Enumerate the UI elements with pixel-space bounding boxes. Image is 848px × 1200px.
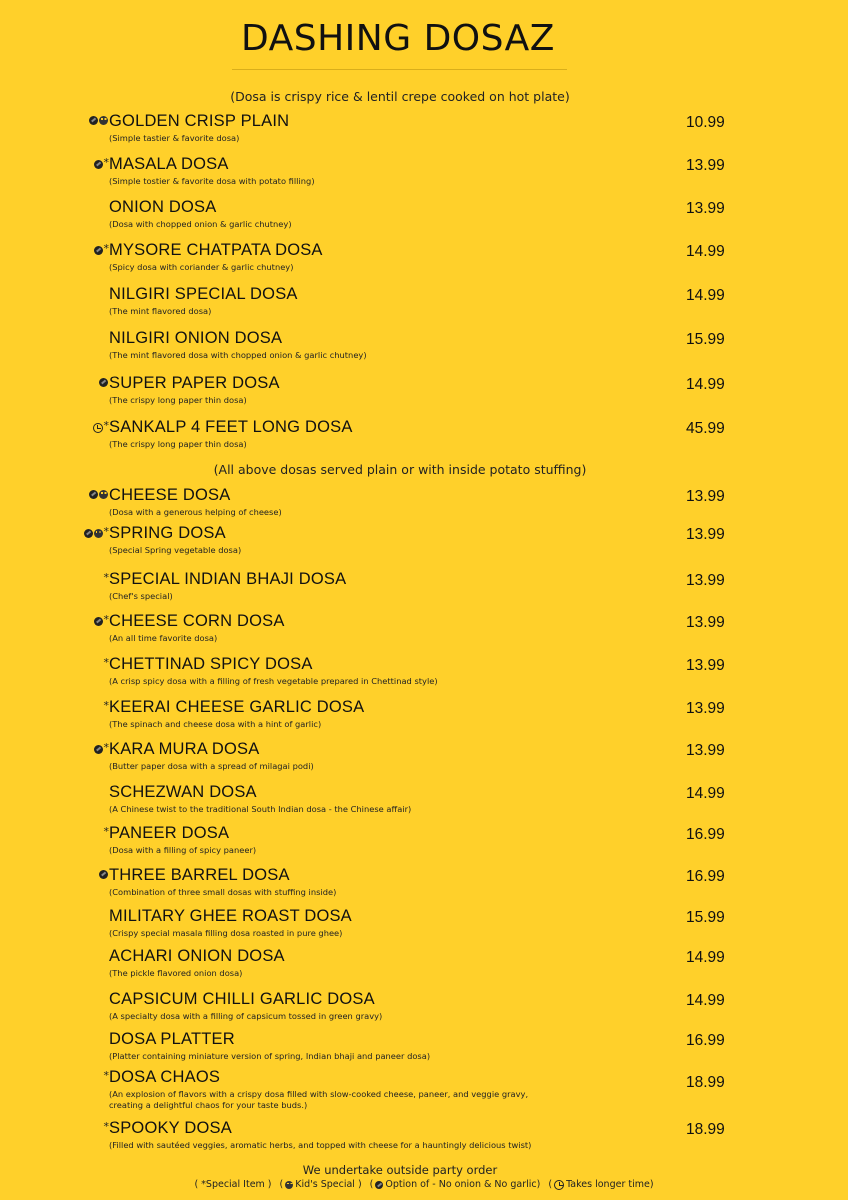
item-price: 16.99 (686, 1032, 725, 1049)
menu-item (0, 1030, 848, 1070)
item-price: 13.99 (686, 488, 725, 505)
special-item-star: * (103, 825, 109, 838)
title-divider (232, 69, 567, 70)
item-name: MASALA DOSA (109, 155, 229, 173)
item-markers (99, 870, 109, 879)
menu-item (0, 947, 848, 987)
item-price: 14.99 (686, 376, 725, 393)
item-name: CHEESE CORN DOSA (109, 612, 285, 630)
menu-item (0, 155, 848, 195)
item-description: (A Chinese twist to the traditional South Indian dosa - the Chinese affair) (109, 804, 412, 814)
menu-item (0, 740, 848, 780)
item-name: CHEESE DOSA (109, 486, 231, 504)
item-price: 13.99 (686, 572, 725, 589)
legend-kids-item (280, 1179, 362, 1190)
special-item-star: * (103, 242, 109, 255)
item-price: 13.99 (686, 614, 725, 631)
menu-item (0, 570, 848, 610)
menu-item (0, 285, 848, 325)
item-description: (Platter containing miniature version of spring, Indian bhaji and paneer dosa) (109, 1051, 431, 1061)
item-description: (The pickle flavored onion dosa) (109, 968, 243, 978)
item-price: 14.99 (686, 949, 725, 966)
item-name: NILGIRI SPECIAL DOSA (109, 285, 298, 303)
menu-item (0, 990, 848, 1030)
item-name: PANEER DOSA (109, 824, 230, 842)
menu-item (0, 1068, 848, 1108)
no-onion-garlic-icon (84, 529, 93, 538)
special-item-star: * (103, 571, 109, 584)
item-markers (94, 741, 110, 755)
item-description: (Dosa with a filling of spicy paneer) (109, 845, 257, 855)
no-onion-garlic-icon (94, 617, 103, 626)
special-item-star: * (103, 741, 109, 754)
kid-icon (99, 116, 108, 125)
menu-item (0, 486, 848, 526)
menu-item (0, 907, 848, 947)
item-price: 14.99 (686, 287, 725, 304)
page-title: DASHING DOSAZ (241, 18, 555, 59)
item-price: 10.99 (686, 114, 725, 131)
item-name: KEERAI CHEESE GARLIC DOSA (109, 698, 365, 716)
item-price: 14.99 (686, 785, 725, 802)
legend-option-paren: ( (369, 1179, 374, 1190)
legend-option-item (370, 1179, 541, 1190)
legend-time-item (548, 1179, 653, 1190)
menu-item (0, 866, 848, 906)
special-item-star: * (103, 156, 109, 169)
no-onion-garlic-icon (89, 490, 98, 499)
special-item-star: * (103, 656, 109, 669)
item-name: SCHEZWAN DOSA (109, 783, 257, 801)
item-name: SANKALP 4 FEET LONG DOSA (109, 418, 353, 436)
no-onion-garlic-icon (99, 378, 108, 387)
item-description: (Special Spring vegetable dosa) (109, 545, 242, 555)
item-price: 13.99 (686, 657, 725, 674)
legend-option-label: Option of - No onion & No garlic) (385, 1179, 541, 1190)
menu-item (0, 524, 848, 564)
item-price: 15.99 (686, 909, 725, 926)
special-item-star: * (103, 525, 109, 538)
menu-item (0, 374, 848, 414)
section-note: (All above dosas served plain or with inside potato stuffing) (213, 462, 587, 477)
item-price: 13.99 (686, 700, 725, 717)
item-markers (94, 613, 110, 627)
kid-icon (99, 490, 108, 499)
special-item-star: * (103, 1120, 109, 1133)
item-description: (The mint flavored dosa) (109, 306, 212, 316)
item-markers (84, 525, 110, 539)
item-name: CAPSICUM CHILLI GARLIC DOSA (109, 990, 375, 1008)
item-name: MILITARY GHEE ROAST DOSA (109, 907, 352, 925)
item-markers (99, 378, 109, 387)
item-markers (94, 156, 110, 170)
item-markers (93, 419, 110, 433)
special-item-star: * (103, 1069, 109, 1082)
no-onion-garlic-icon (99, 870, 108, 879)
item-description: (Simple tastier & favorite dosa) (109, 133, 240, 143)
item-price: 13.99 (686, 526, 725, 543)
item-price: 18.99 (686, 1074, 725, 1091)
clock-icon (93, 423, 103, 433)
item-price: 45.99 (686, 420, 725, 437)
item-description: (A crisp spicy dosa with a filling of fresh vegetable prepared in Chettinad style) (109, 676, 438, 686)
item-name: SUPER PAPER DOSA (109, 374, 280, 392)
menu-item (0, 783, 848, 823)
kid-icon (94, 529, 103, 538)
item-price: 16.99 (686, 868, 725, 885)
item-description: (Spicy dosa with coriander & garlic chutney) (109, 262, 294, 272)
item-markers (89, 116, 109, 125)
item-name: DOSA CHAOS (109, 1068, 221, 1086)
menu-item (0, 112, 848, 152)
special-item-star: * (103, 419, 109, 432)
item-name: CHETTINAD SPICY DOSA (109, 655, 313, 673)
kid-icon (285, 1181, 293, 1189)
no-onion-garlic-icon (375, 1181, 383, 1189)
item-description: (The crispy long paper thin dosa) (109, 439, 247, 449)
clock-icon (554, 1180, 564, 1190)
item-name: SPOOKY DOSA (109, 1119, 232, 1137)
item-description: (Dosa with chopped onion & garlic chutney) (109, 219, 292, 229)
item-price: 18.99 (686, 1121, 725, 1138)
legend-time-paren: ( (548, 1179, 553, 1190)
item-description: (The crispy long paper thin dosa) (109, 395, 247, 405)
item-name: THREE BARREL DOSA (109, 866, 290, 884)
item-price: 14.99 (686, 992, 725, 1009)
item-description: (Simple tostier & favorite dosa with potato filling) (109, 176, 315, 186)
menu-item (0, 241, 848, 281)
item-name: MYSORE CHATPATA DOSA (109, 241, 323, 259)
item-price: 13.99 (686, 157, 725, 174)
no-onion-garlic-icon (94, 160, 103, 169)
special-item-star: * (103, 613, 109, 626)
menu-item (0, 329, 848, 369)
menu-item (0, 612, 848, 652)
party-order-note: We undertake outside party order (302, 1163, 498, 1177)
item-name: KARA MURA DOSA (109, 740, 260, 758)
item-description: (The mint flavored dosa with chopped onion & garlic chutney) (109, 350, 367, 360)
menu-item (0, 655, 848, 695)
item-description: (Butter paper dosa with a spread of milagai podi) (109, 761, 314, 771)
no-onion-garlic-icon (89, 116, 98, 125)
item-description: (An explosion of flavors with a crispy dosa filled with slow-cooked cheese, paneer, and veggie gravy, creating a delightful chaos for your taste buds.) (109, 1089, 529, 1110)
item-price: 15.99 (686, 331, 725, 348)
item-price: 13.99 (686, 742, 725, 759)
legend (0, 1179, 848, 1190)
item-description: (Combination of three small dosas with stuffing inside) (109, 887, 337, 897)
item-price: 14.99 (686, 243, 725, 260)
item-name: NILGIRI ONION DOSA (109, 329, 283, 347)
menu-item (0, 824, 848, 864)
item-description: (Filled with sautéed veggies, aromatic herbs, and topped with cheese for a hauntingly delicious twist) (109, 1140, 532, 1150)
legend-special: ( *Special Item ) (194, 1179, 272, 1190)
menu-item (0, 698, 848, 738)
no-onion-garlic-icon (94, 246, 103, 255)
item-name: DOSA PLATTER (109, 1030, 235, 1048)
intro-note: (Dosa is crispy rice & lentil crepe cooked on hot plate) (230, 89, 570, 104)
item-name: ACHARI ONION DOSA (109, 947, 285, 965)
item-name: SPECIAL INDIAN BHAJI DOSA (109, 570, 347, 588)
legend-time-label: Takes longer time) (566, 1179, 654, 1190)
menu-item (0, 418, 848, 458)
item-description: (A specialty dosa with a filling of capsicum tossed in green gravy) (109, 1011, 383, 1021)
item-price: 13.99 (686, 200, 725, 217)
item-description: (Crispy special masala filling dosa roasted in pure ghee) (109, 928, 343, 938)
item-markers (94, 242, 110, 256)
legend-kids-label: Kid's Special ) (295, 1179, 362, 1190)
menu-item (0, 1119, 848, 1159)
item-name: ONION DOSA (109, 198, 217, 216)
item-description: (Chef's special) (109, 591, 173, 601)
item-name: SPRING DOSA (109, 524, 226, 542)
item-price: 16.99 (686, 826, 725, 843)
item-markers (89, 490, 109, 499)
special-item-star: * (103, 699, 109, 712)
menu-item (0, 198, 848, 238)
legend-kids-paren: ( (279, 1179, 284, 1190)
no-onion-garlic-icon (94, 745, 103, 754)
item-description: (Dosa with a generous helping of cheese) (109, 507, 282, 517)
item-name: GOLDEN CRISP PLAIN (109, 112, 290, 130)
item-description: (An all time favorite dosa) (109, 633, 218, 643)
item-description: (The spinach and cheese dosa with a hint of garlic) (109, 719, 322, 729)
